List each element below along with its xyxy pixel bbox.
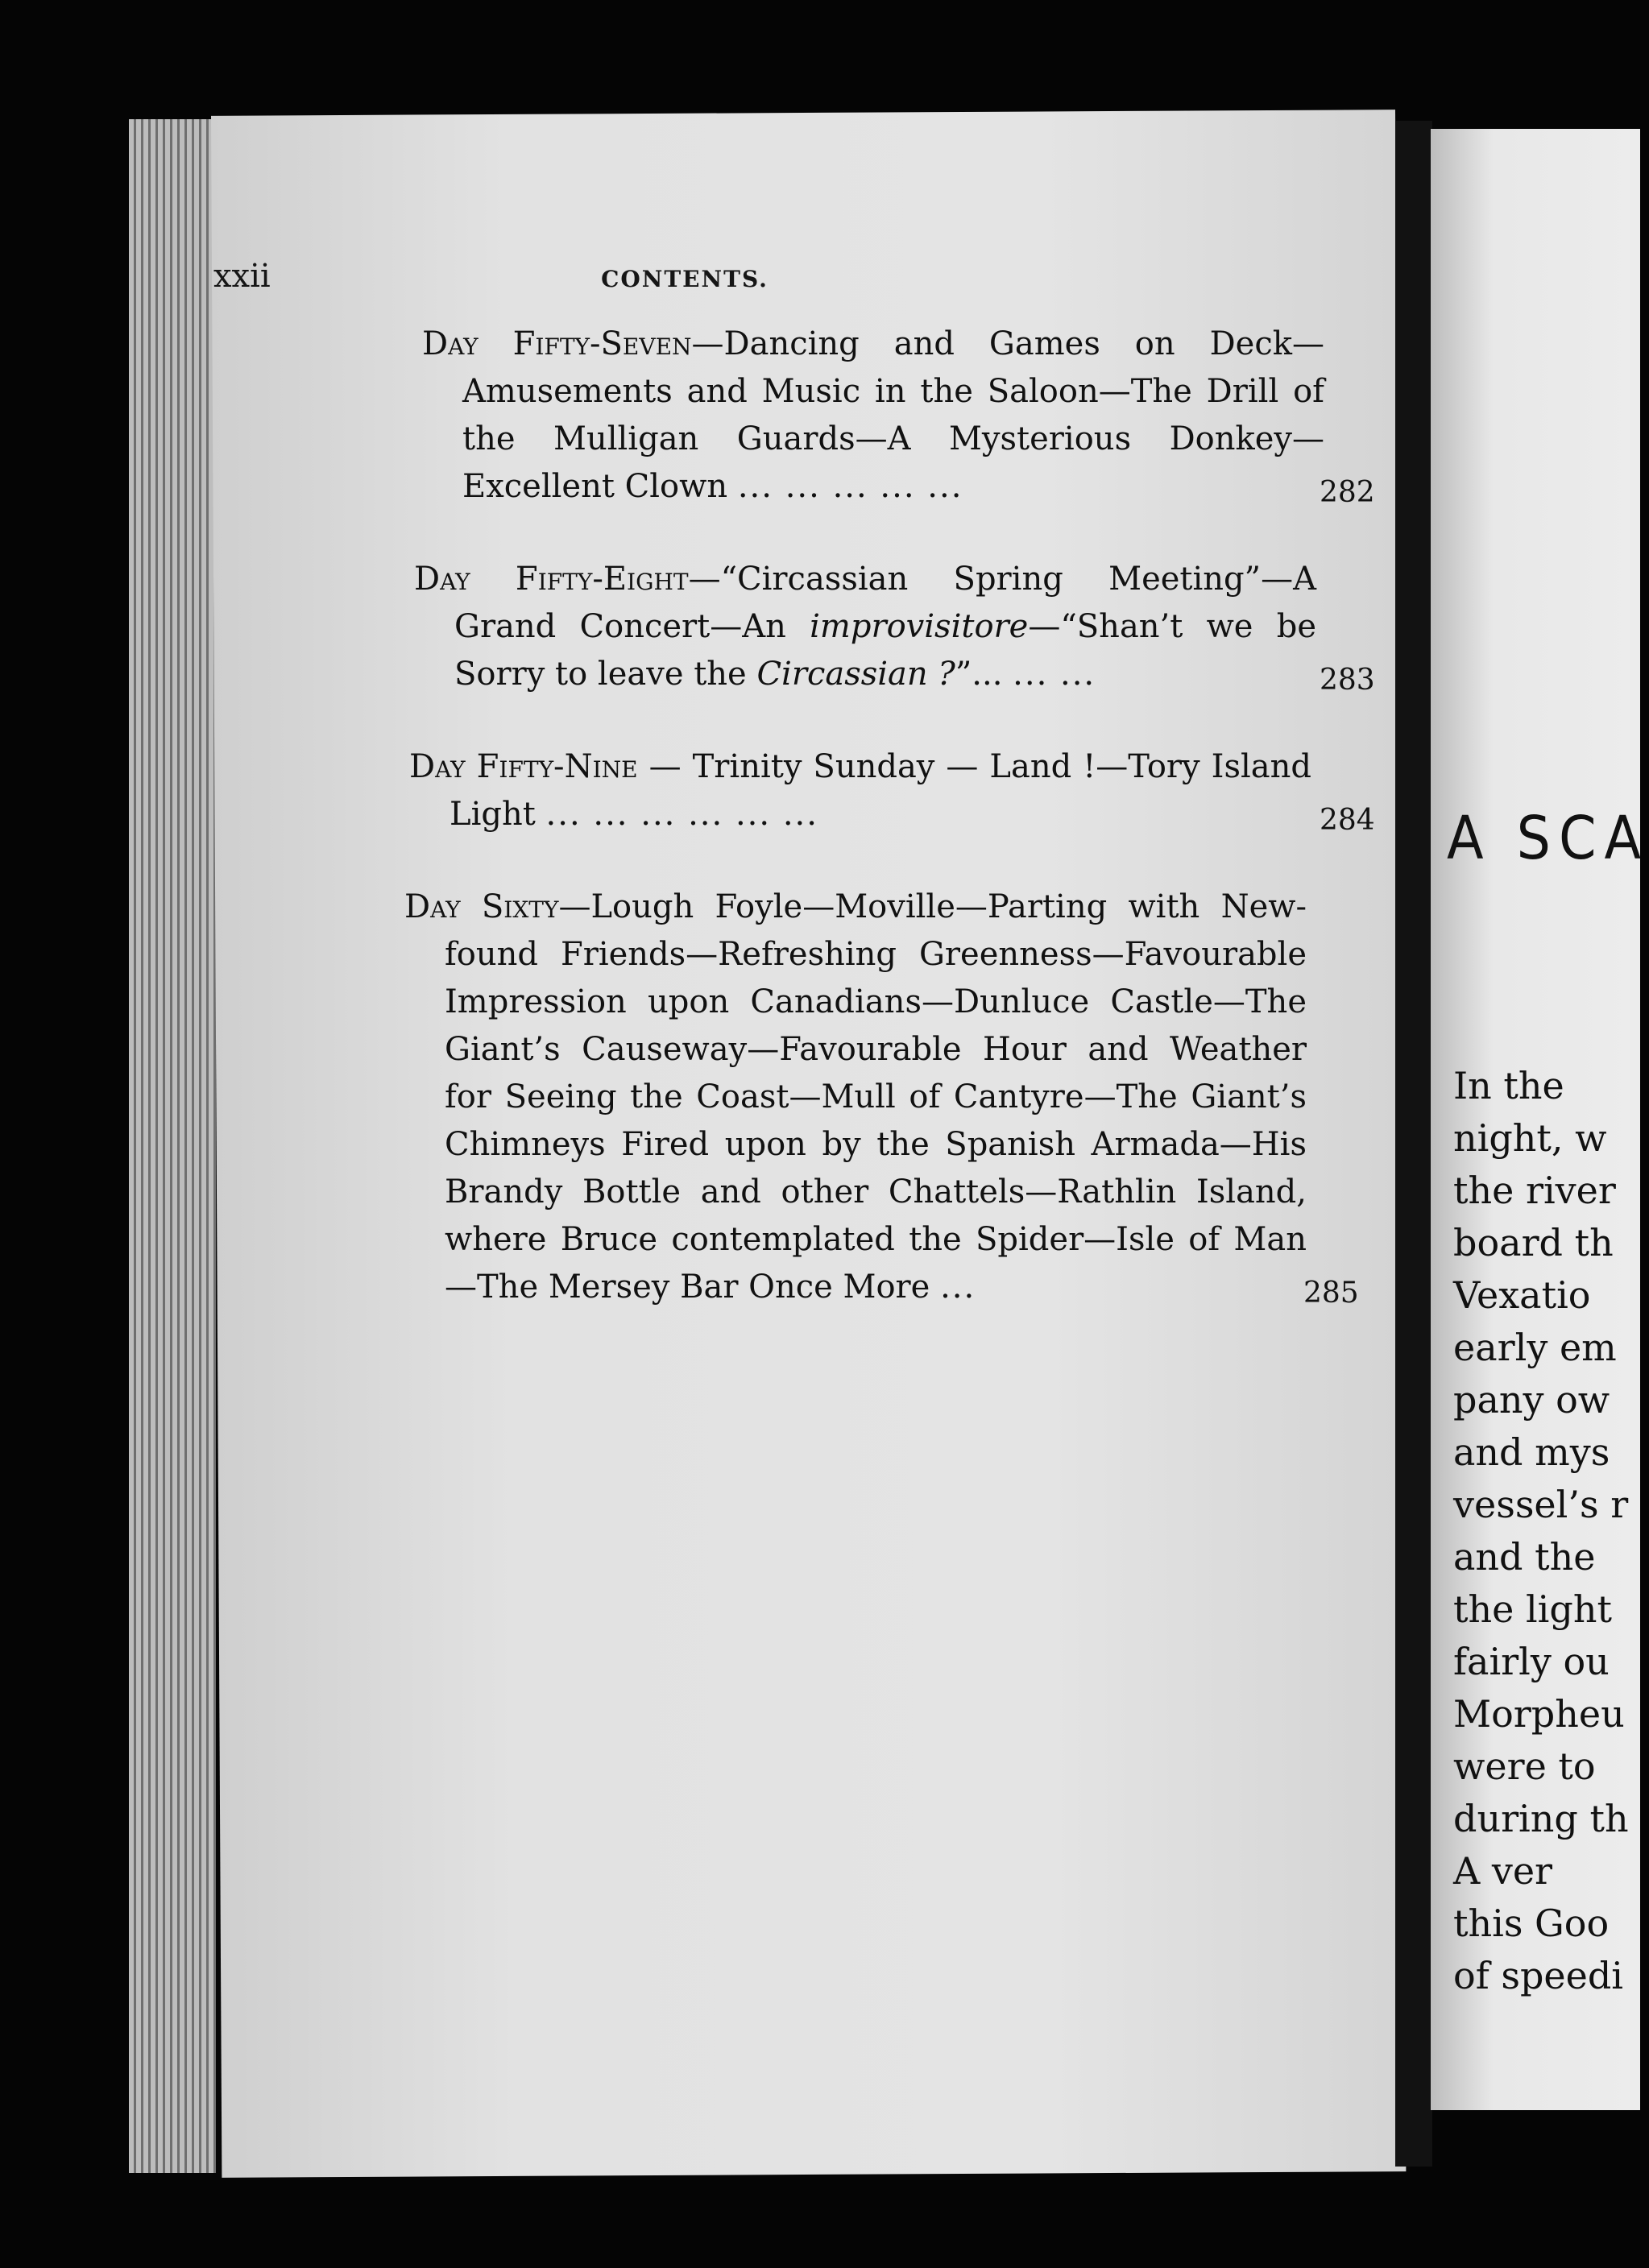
entry-description: — Trinity Sunday — Land !—Tory Island Light: [450, 748, 1311, 833]
right-page-line: Morpheu: [1453, 1692, 1625, 1736]
entry-heading: Day Fifty-Seven: [422, 325, 692, 362]
entry-text: [409, 743, 1311, 838]
entry-description: —“Shan’t we be Sorry to leave the: [454, 608, 1316, 693]
right-page-line: A ver: [1453, 1849, 1553, 1893]
page-edge: [129, 119, 216, 2173]
book-gutter: [1395, 121, 1432, 2167]
entry-text: [404, 884, 1307, 1311]
right-page-line: board th: [1453, 1221, 1614, 1264]
entry-text: [422, 321, 1324, 511]
entry-italic: Circassian ?: [756, 656, 955, 693]
entry-heading: Day Sixty: [404, 888, 559, 925]
right-page-line: fairly ou: [1453, 1640, 1610, 1683]
right-page-line: and mys: [1453, 1430, 1610, 1474]
right-page-line: of speedi: [1453, 1954, 1623, 1997]
entry-page: 282: [1320, 476, 1375, 509]
right-page-line: Vexatio: [1453, 1273, 1591, 1317]
contents-entry: [211, 884, 1395, 1311]
entry-heading: Day Fifty-Nine: [409, 748, 638, 785]
right-page-text: [1453, 1060, 1629, 2002]
entry-heading: Day Fifty-Eight: [414, 561, 689, 598]
right-page-heading: A SCA: [1447, 804, 1649, 873]
right-page-line: the river: [1453, 1169, 1616, 1212]
entry-leaders: ... ...: [1013, 656, 1096, 693]
right-page-line: vessel’s r: [1453, 1483, 1629, 1526]
page-title: CONTENTS.: [601, 266, 769, 292]
contents-list: [211, 321, 1395, 1356]
right-page-line: night, w: [1453, 1116, 1607, 1160]
right-page-line: the light: [1453, 1587, 1612, 1631]
entry-description: ”...: [955, 656, 1003, 693]
right-page-line: were to: [1453, 1744, 1596, 1788]
entry-leaders: ...: [940, 1269, 976, 1306]
entry-page: 285: [1303, 1277, 1359, 1310]
entry-leaders: ... ... ... ... ... ...: [545, 796, 818, 833]
entry-page: 284: [1320, 804, 1375, 837]
right-page-line: this Goo: [1453, 1902, 1610, 1945]
right-page-line: during th: [1453, 1797, 1629, 1840]
right-page-line: early em: [1453, 1326, 1617, 1369]
entry-text: [414, 556, 1316, 698]
entry-italic: improvisitore: [810, 608, 1029, 645]
entry-leaders: ... ... ... ... ...: [737, 468, 963, 505]
right-page: [1431, 129, 1649, 2110]
entry-page: 283: [1320, 664, 1375, 697]
contents-entry: [211, 321, 1395, 511]
entry-description: —Dancing and Games on Deck—Amusements and Music in the Saloon—The Drill of the Mulligan Guards—A Mysterious Donkey—Excellent Clown: [462, 325, 1324, 505]
page-number: xxii: [213, 258, 271, 295]
page-header: [213, 258, 1156, 306]
right-page-line: pany ow: [1453, 1378, 1610, 1422]
right-page-line: and the: [1453, 1535, 1596, 1579]
contents-entry: [211, 743, 1395, 838]
right-page-line: In the: [1453, 1064, 1564, 1107]
entry-description: —“Circassian Spring Meeting”—A Grand Concert—An: [454, 561, 1316, 645]
contents-entry: [211, 556, 1395, 698]
entry-description: —Lough Foyle—Moville—Parting with New-found Friends—Refreshing Greenness—Favourable Impression upon Canadians—Dunluce Castle—The Giant’s Causeway—Favourable Hour and Weather for Seeing the Coast—Mull of Cantyre—The Giant’s Chimneys Fired upon by the Spanish Armada—His Brandy Bottle and other Chattels—Rathlin Island, where Bruce contemplated the Spider—Isle of Man—The Mersey Bar Once More: [445, 888, 1307, 1306]
